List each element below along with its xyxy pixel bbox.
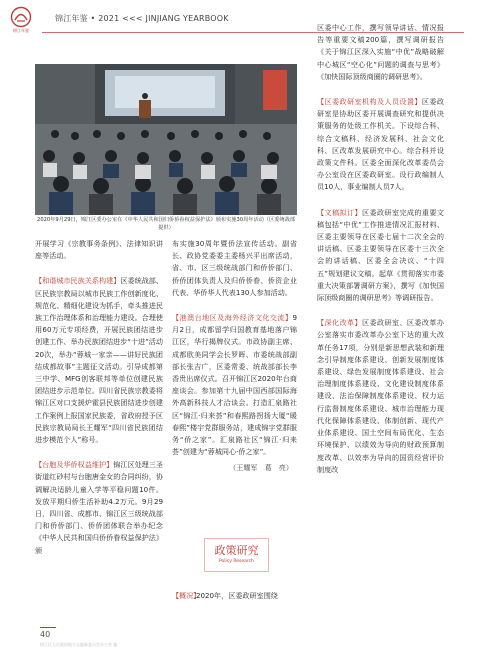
section-heading: 【文稿拟订】 xyxy=(317,207,362,217)
event-photo-image xyxy=(35,64,297,215)
paragraph: 区委统战部、区民族宗教局以城市民族工作创新度化、规范化、精细化建设为抓手，牵头推进民族工作治理体系和治理能力建设。合理使用60万元专项经费，开展民族团结进步创建工作、举办民族团结进步“十进”活动20次，举办“蓉城一家亲——讲好民族团结成都故事”主题征文活动。引导成都第三中学、MFG创客联邦等单位创建民族团结进步示范单位。四川省民族宗教委将锦江区对口支援炉霍县民族团结进步创建工作案例上报国家民族委，省政府授予区民族宗教局局长王耀军“四川省民族团结进步模范个人”称号。 xyxy=(35,276,164,445)
author-signature: （王耀军 葛 亮） xyxy=(229,463,293,473)
text-column-2 xyxy=(172,238,297,475)
stamp-title: 政策研究 xyxy=(214,544,259,557)
text-column-3 xyxy=(317,22,444,476)
paragraph: 锦江区处理三圣街道红砂村与台胞唐金女的合同纠纷，协调解决适龄儿童入学等平稳问题10件。发放平期归侨生活补助4.2万元。9月29日，四川省、成都市、锦江区三级统战部门和侨侨部门、侨侨团体联合举办纪念《中华人民共和国归侨侨眷权益保护法》颁 xyxy=(35,460,164,555)
section-paragraph xyxy=(317,96,444,194)
section-paragraph xyxy=(35,275,163,446)
section-paragraph xyxy=(317,317,444,476)
paragraph: 区委中心工作，撰写领导讲话、情况报告等重要文稿200篇，撰写调研报告《关于锦江区深入实施“中优”战略破解中心城区“空心化”问题的调查与思考》《加快国际顶级商圈的调研思考》。 xyxy=(317,23,444,81)
paragraph: 开展学习《宗教事务条例》、法律知识讲座等活动。 xyxy=(35,239,163,261)
section-heading: 【台胞及华侨权益维护】 xyxy=(35,460,114,470)
section-paragraph xyxy=(317,207,444,305)
footer-text: 锦江区人民政府地方志编纂委员会办公室 编 xyxy=(40,642,118,647)
section-heading: 【区委政研室机构及人员设置】 xyxy=(317,97,422,107)
text-column-1 xyxy=(35,238,163,557)
paragraph: 9月2日，成都留学归国教育基地落户锦江区，华行揭牌仪式。市政协副主席、成都欧美同学会长罗晖、市委统战部副部长张吉广，区委常委、统战部部长李香贵出席仪式。召开锦江区2020年台商座谈会。参加第十九届中国西部国际海外高新科技人才洽谈会。打造汇泉路社区“锦江·归来荟”和春熙路拐扬大厦“暖春熙”楼宇党群服务站，建成锦宇党群服务“侨之家”。汇泉路社区“锦江·归来荟”创建为“蓉城同心·侨之家”。 xyxy=(172,313,297,457)
section-paragraph xyxy=(35,459,163,557)
overview-text: 2020年，区委政研室围绕 xyxy=(196,591,278,600)
page-number: 40 xyxy=(40,630,51,639)
paragraph: 区委政研室完成的重要文稿包括“中优”工作推进情况汇报材料、区委主要领导在区委七届十二次全会的讲话稿、区委主要领导在区委十三次全会的讲话稿、区委全会决议、“十四五”规划建议文稿。起草《贯彻落实市委重大决策部署调研方案》，撰写《加快国际顶级商圈的调研思考》等调研报告。 xyxy=(317,207,445,303)
spacer xyxy=(317,304,444,317)
section-stamp xyxy=(204,538,269,572)
spacer xyxy=(35,262,163,275)
section-heading: 【港澳台地区及海外经济文化交流】 xyxy=(172,313,293,323)
section-heading: 【和谐城市民族关系构建】 xyxy=(35,276,121,286)
footer-divider xyxy=(40,627,56,628)
paragraph: 区委政研室是协助区委开展调查研究和提供决策服务的处级工作机关。下设综合科、综合文稿科、经济发展科、社会文化科、区改革发展研究中心。综合科并设政策文件科。区委全面深化改革委员会办公室设在区委政研室。设行政编制人员10人，事业编制人员7人。 xyxy=(317,97,445,192)
photo-caption: 2020年9月29日，锦江区委办公室在《中华人民共和国归侨侨眷权益保护法》颁布实施30周年活动（区委统战部提供） xyxy=(37,217,295,231)
header-title: 锦江年鉴 • 2021 <<< JINJIANG YEARBOOK xyxy=(55,14,229,23)
paragraph: 布实施30周年暨侨法宣传活动。副省长、政协党委委主委杨兴平出席活动，省、市、区三级统战部门和侨侨部门、侨侨团体负责人及归侨侨眷、侨资企业代表、华侨华人代表130人参加活动。 xyxy=(172,239,297,297)
paragraph: 区委政研室、区委改革办公室落实市委改革办公室下达的重大改革任务17项，分别是新思想武装和新理念引导制度体系建设、创新发展制度体系建设、绿色发展制度体系建设、社会治理制度体系建设、文化建设制度体系建设、法治保障制度体系建设、权力运行监督制度体系建设、城市治理能力现代化保障体系建设、体制创新、现代产业体系建设、国土空间布局优化、生态环境保护、以绩效为导向的财政预算制度改革、以效率为导向的国资经营评价制度改 xyxy=(317,318,445,474)
logo-text: 锦江年鉴 xyxy=(13,28,29,33)
spacer xyxy=(172,299,297,312)
yearbook-logo xyxy=(10,6,32,28)
event-photo xyxy=(35,64,297,215)
spacer xyxy=(317,83,444,96)
section-paragraph xyxy=(172,312,297,458)
stamp-subtitle: Policy Research xyxy=(218,559,254,564)
spacer xyxy=(35,446,163,459)
section-heading: 【深化改革】 xyxy=(317,318,362,328)
overview-heading: 【概况】 xyxy=(172,591,201,600)
spacer xyxy=(317,194,444,207)
